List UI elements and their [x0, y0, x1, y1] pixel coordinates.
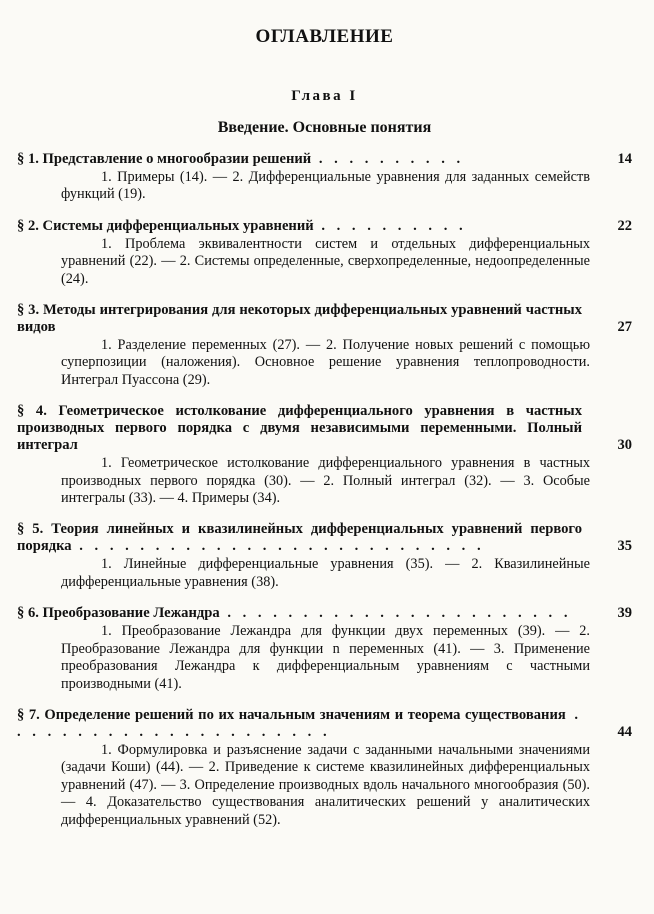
section-heading-text: § 5. Теория линейных и квазилинейных дифференциальных уравнений первого порядка [17, 521, 582, 555]
section-heading[interactable] [17, 707, 632, 741]
section-description: 1. Геометрическое истолкование дифференциального уравнения в частных производных первого порядка (30). — 2. Полный интеграл (32). — 3. Особые интегралы (33). — 4. Примеры (34). [61, 455, 590, 507]
section-heading-text: § 2. Системы дифференциальных уравнений [17, 217, 314, 234]
section-description: 1. Разделение переменных (27). — 2. Получение новых решений с помощью суперпозиции (наложения). Основное решение уравнения теплопроводности. Интеграл Пуассона (29). [61, 337, 590, 388]
toc-entry-5[interactable] [17, 521, 632, 591]
page-number: 30 [617, 437, 632, 454]
page-number: 39 [617, 605, 632, 622]
toc-entry-7[interactable] [17, 707, 632, 829]
toc-entry-2[interactable] [17, 218, 632, 288]
page-title: ОГЛАВЛЕНИЕ [255, 26, 394, 47]
section-heading[interactable] [17, 151, 632, 168]
toc-entry-4[interactable] [17, 403, 632, 507]
section-description: 1. Формулировка и разъяснение задачи с заданными начальными значениями (задачи Коши) (44). — 2. Приведение к системе квазилинейных дифференциальных уравнений (47). — 3. Определение производных вдоль начального многообразия (50). — 4. Доказательство существования аналитических решений у аналитических дифференциальных уравнений (52). [61, 741, 590, 828]
section-heading-text: § 7. Определение решений по их начальным значениям и теорема существования [17, 706, 566, 723]
toc-entry-6[interactable] [17, 605, 632, 693]
section-heading[interactable] [17, 403, 632, 454]
section-description: 1. Линейные дифференциальные уравнения (35). — 2. Квазилинейные дифференциальные уравнения (38). [61, 556, 590, 590]
chapter-title: Введение. Основные понятия [217, 119, 432, 136]
page-number: 27 [617, 319, 632, 336]
section-heading[interactable] [17, 521, 632, 555]
leader-dots: . . . . . . . . . . . . . . . . . . . . . . . . . . . [71, 538, 485, 555]
section-heading-text: § 6. Преобразование Лежандра [17, 605, 220, 622]
section-heading[interactable] [17, 218, 632, 235]
section-heading-text: § 3. Методы интегрирования для некоторых дифференциальных уравнений частных видов [17, 302, 582, 336]
section-heading-text: § 4. Геометрическое истолкование дифференциального уравнения в частных производных первого порядка с двумя независимыми переменными. Полный интеграл [17, 403, 582, 454]
section-list [17, 151, 632, 829]
leader-dots: . . . . . . . . . . . . . . . . . . . . . . [17, 706, 582, 740]
section-description: 1. Преобразование Лежандра для функции двух переменных (39). — 2. Преобразование Лежандра для функции n переменных (41). — 3. Применение преобразования Лежандра к дифференциальным уравнениям с частными производными (41). [61, 623, 590, 692]
leader-dots: . . . . . . . . . . [311, 151, 465, 167]
toc-entry-3[interactable] [17, 302, 632, 389]
section-description: 1. Проблема эквивалентности систем и отдельных дифференциальных уравнений (22). — 2. Системы определенные, сверхопределенные, недоопределенные (24). [61, 235, 590, 287]
section-heading[interactable] [17, 605, 632, 622]
page-number: 22 [617, 217, 632, 234]
page-number: 14 [617, 151, 632, 167]
leader-dots: . . . . . . . . . . [313, 217, 467, 234]
section-description: 1. Примеры (14). — 2. Дифференциальные уравнения для заданных семейств функций (19). [61, 169, 590, 203]
section-heading[interactable] [17, 302, 632, 336]
page-number: 35 [617, 538, 632, 555]
page-number: 44 [617, 723, 632, 740]
leader-dots: . . . . . . . . . . . . . . . . . . . . . . . [219, 605, 572, 622]
toc-entry-1[interactable] [17, 151, 632, 204]
chapter-label: Глава I [291, 88, 358, 104]
section-heading-text: § 1. Представление о многообразии решений [17, 151, 312, 167]
